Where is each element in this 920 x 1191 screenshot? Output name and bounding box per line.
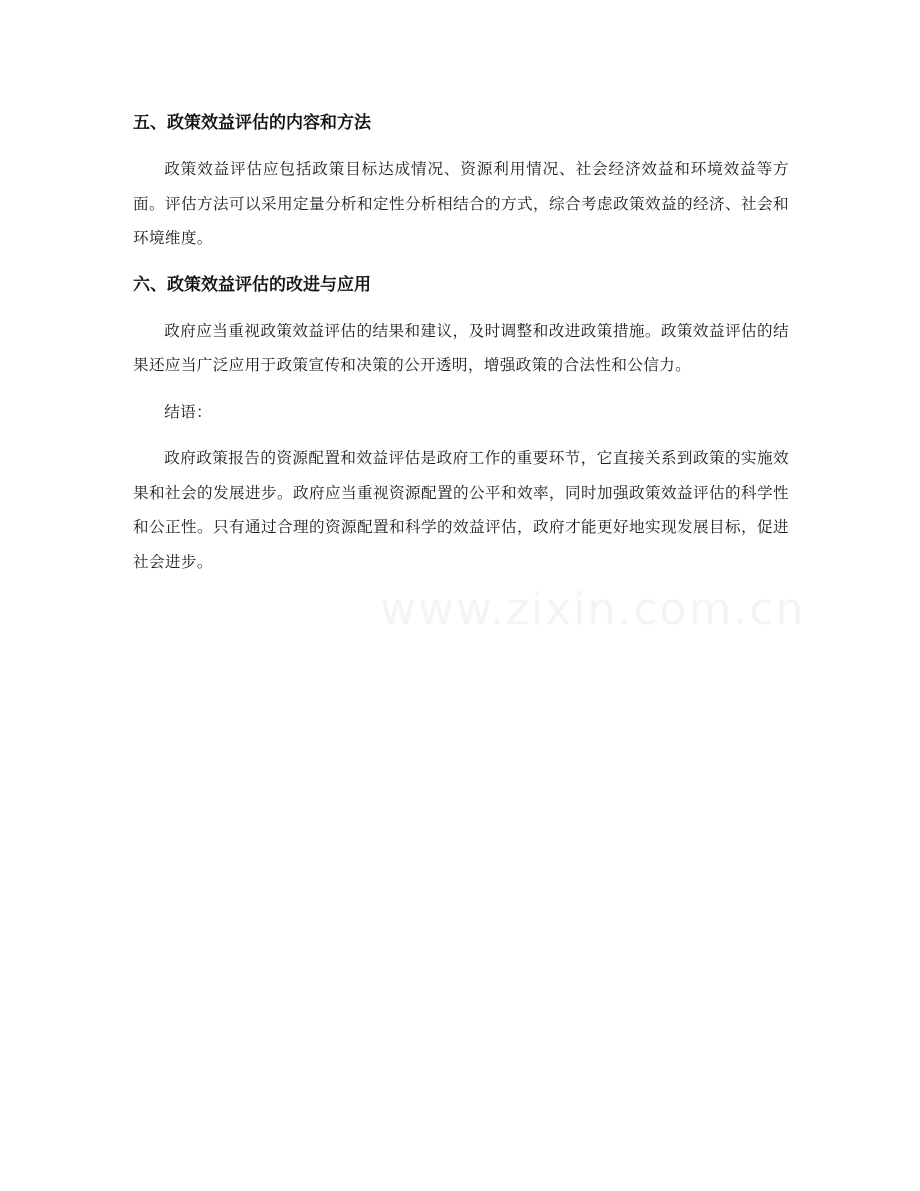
section-6-heading: 六、政策效益评估的改进与应用 — [133, 274, 371, 295]
section-5-paragraph: 政策效益评估应包括政策目标达成情况、资源利用情况、社会经济效益和环境效益等方面。评估方法可以采用定量分析和定性分析相结合的方式，综合考虑政策效益的经济、社会和环境维度。 — [133, 160, 789, 247]
watermark: www.zixin.com.cn — [380, 584, 806, 635]
document-body — [133, 106, 789, 591]
section-6-paragraph: 政府应当重视政策效益评估的结果和建议，及时调整和改进政策措施。政策效益评估的结果还应当广泛应用于政策宣传和决策的公开透明，增强政策的合法性和公信力。 — [133, 321, 789, 374]
conclusion-label: 结语： — [164, 402, 213, 421]
section-5-heading: 五、政策效益评估的内容和方法 — [133, 113, 371, 133]
conclusion-paragraph: 政府政策报告的资源配置和效益评估是政府工作的重要环节，它直接关系到政策的实施效果和社会的发展进步。政府应当重视资源配置的公平和效率，同时加强政策效益评估的科学性和公正性。只有通过合理的资源配置和科学的效益评估，政府才能更好地实现发展目标，促进社会进步。 — [133, 449, 789, 571]
